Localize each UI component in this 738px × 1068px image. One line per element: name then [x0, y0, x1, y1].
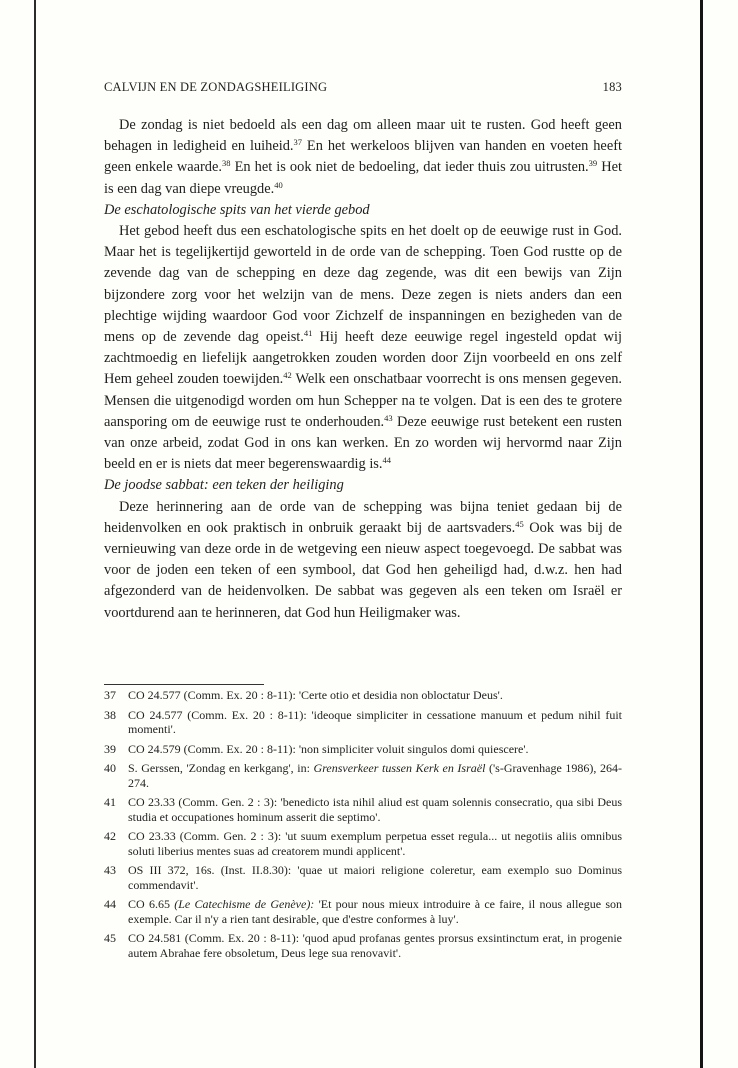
footnote: 45 CO 24.581 (Comm. Ex. 20 : 8-11): 'quod apud profanas gentes prorsus exsintinctum erat, in progenie autem Abrahae fere obsoletum, Deus lege sua renovavit'. [104, 931, 622, 960]
page-edge-left [34, 0, 36, 1068]
footnote-ref: 40 [274, 179, 283, 190]
page-number: 183 [602, 80, 622, 94]
footnote-ref: 38 [222, 158, 231, 169]
footnote-separator [104, 684, 264, 685]
footnote-ref: 45 [515, 518, 524, 529]
footnote: 37 CO 24.577 (Comm. Ex. 20 : 8-11): 'Certe otio et desidia non obloctatur Deus'. [104, 688, 503, 702]
footnote: 40 S. Gerssen, 'Zondag en kerkgang', in: Grensverkeer tussen Kerk en Israël ('s-Gravenhage 1986), 264-274. [104, 761, 622, 790]
body-text [104, 115, 622, 624]
section-heading-2: De joodse sabbat: een teken der heiliging [104, 477, 344, 494]
footnote: 43 OS III 372, 16s. (Inst. II.8.30): 'quae ut maiori religione coleretur, eam exemplo suo Dominus commendavit'. [104, 863, 622, 892]
paragraph-2: Het gebod heeft dus een eschatologische spits en het doelt op de eeuwige rust in God. Maar het is tegelijkertijd geworteld in de orde van de schepping. Toen God rustte op de zevende dag van de schepping en deze dag zegende, was dit een bewijs van Zijn bijzondere zorg voor het welzijn van de mens. Deze zegen is niets anders dan een plechtige wijding waardoor God voor Zichzelf de inspanningen en bezigheden van de mens op de zevende dag opeist.$^{41}$ Hij heeft deze eeuwige regel ingesteld opdat wij zachtmoedig en liefelijk aangetrokken zouden worden door Zijn voorbeeld en ons zelf Hem geheel zouden toewijden.$^{42}$ Welk een onschatbaar voorrecht is ons mensen gegeven. Mensen die uitgenodigd worden om hun Schepper na te volgen. Dat is een des te grotere aansporing om de eeuwige rust te onderhouden.$^{43}$ Deze eeuwige rust betekent een rusten van onze arbeid, zodat God in ons kan werken. En zo worden wij hervormd naar Zijn beeld en er is niets dat meer begerenswaardig is.$^{44}$ [104, 223, 622, 473]
footnote-ref: 44 [382, 455, 392, 466]
paragraph-3: Deze herinnering aan de orde van de schepping was bijna teniet gedaan bij de heidenvolken en ook praktisch in onbruik geraakt bij de aartsvaders.$^{45}$ Ook was bij de vernieuwing van deze orde in de wetgeving een nieuw aspect toegevoegd. De sabbat was voor de joden een teken of een symbool, dat God hen geheiligd had, d.w.z. hen had afgezonderd van de heidenvolken. De sabbat was gegeven als een teken om Israël er voortdurend aan te herinneren, dat God hun Heiligmaker was. [104, 498, 622, 621]
section-heading-1: De eschatologische spits van het vierde gebod [104, 201, 370, 218]
footnote: 42 CO 23.33 (Comm. Gen. 2 : 3): 'ut suum exemplum perpetua esset regula... ut negotiis aliis omnibus soluti liberius mentes suas ad creatorem mundi applicent'. [104, 829, 622, 858]
footnote-ref: 42 [283, 370, 292, 381]
page-edge-right [700, 0, 703, 1068]
footnote-ref: 41 [303, 328, 313, 339]
footnotes [104, 688, 622, 965]
running-title: CALVIJN EN DE ZONDAGSHEILIGING [104, 80, 328, 94]
paragraph-1: De zondag is niet bedoeld als een dag om alleen maar uit te rusten. God heeft geen behagen in ledigheid en luiheid.$^{37}$ En het werkeloos blijven van handen en voeten heeft geen enkele waarde.$^{38}$ En het is ook niet de bedoeling, dat ieder thuis zou uitrusten.$^{39}$ Het is een dag van diepe vreugde.$^{40}$ [104, 117, 622, 197]
footnote: 41 CO 23.33 (Comm. Gen. 2 : 3): 'benedicto ista nihil aliud est quam solennis consecratio, qua sibi Deus studia et occupationes hominum asserit die septimo'. [104, 795, 622, 824]
footnote-ref: 43 [384, 412, 393, 423]
footnote: 44 CO 6.65 (Le Catechisme de Genève): 'Et pour nous mieux introduire à ce faire, il nous allegue son exemple. Car il n'y a rien tant desirable, que d'estre conformes à luy'. [104, 897, 622, 926]
footnote-ref: 37 [293, 137, 303, 148]
footnote-ref: 39 [588, 158, 598, 169]
footnote: 39 CO 24.579 (Comm. Ex. 20 : 8-11): 'non simpliciter voluit singulos domi quiescere'. [104, 741, 529, 756]
footnote: 38 CO 24.577 (Comm. Ex. 20 : 8-11): 'ideoque simpliciter in cessatione manuum et pedum nihil fuit momenti'. [104, 707, 622, 736]
